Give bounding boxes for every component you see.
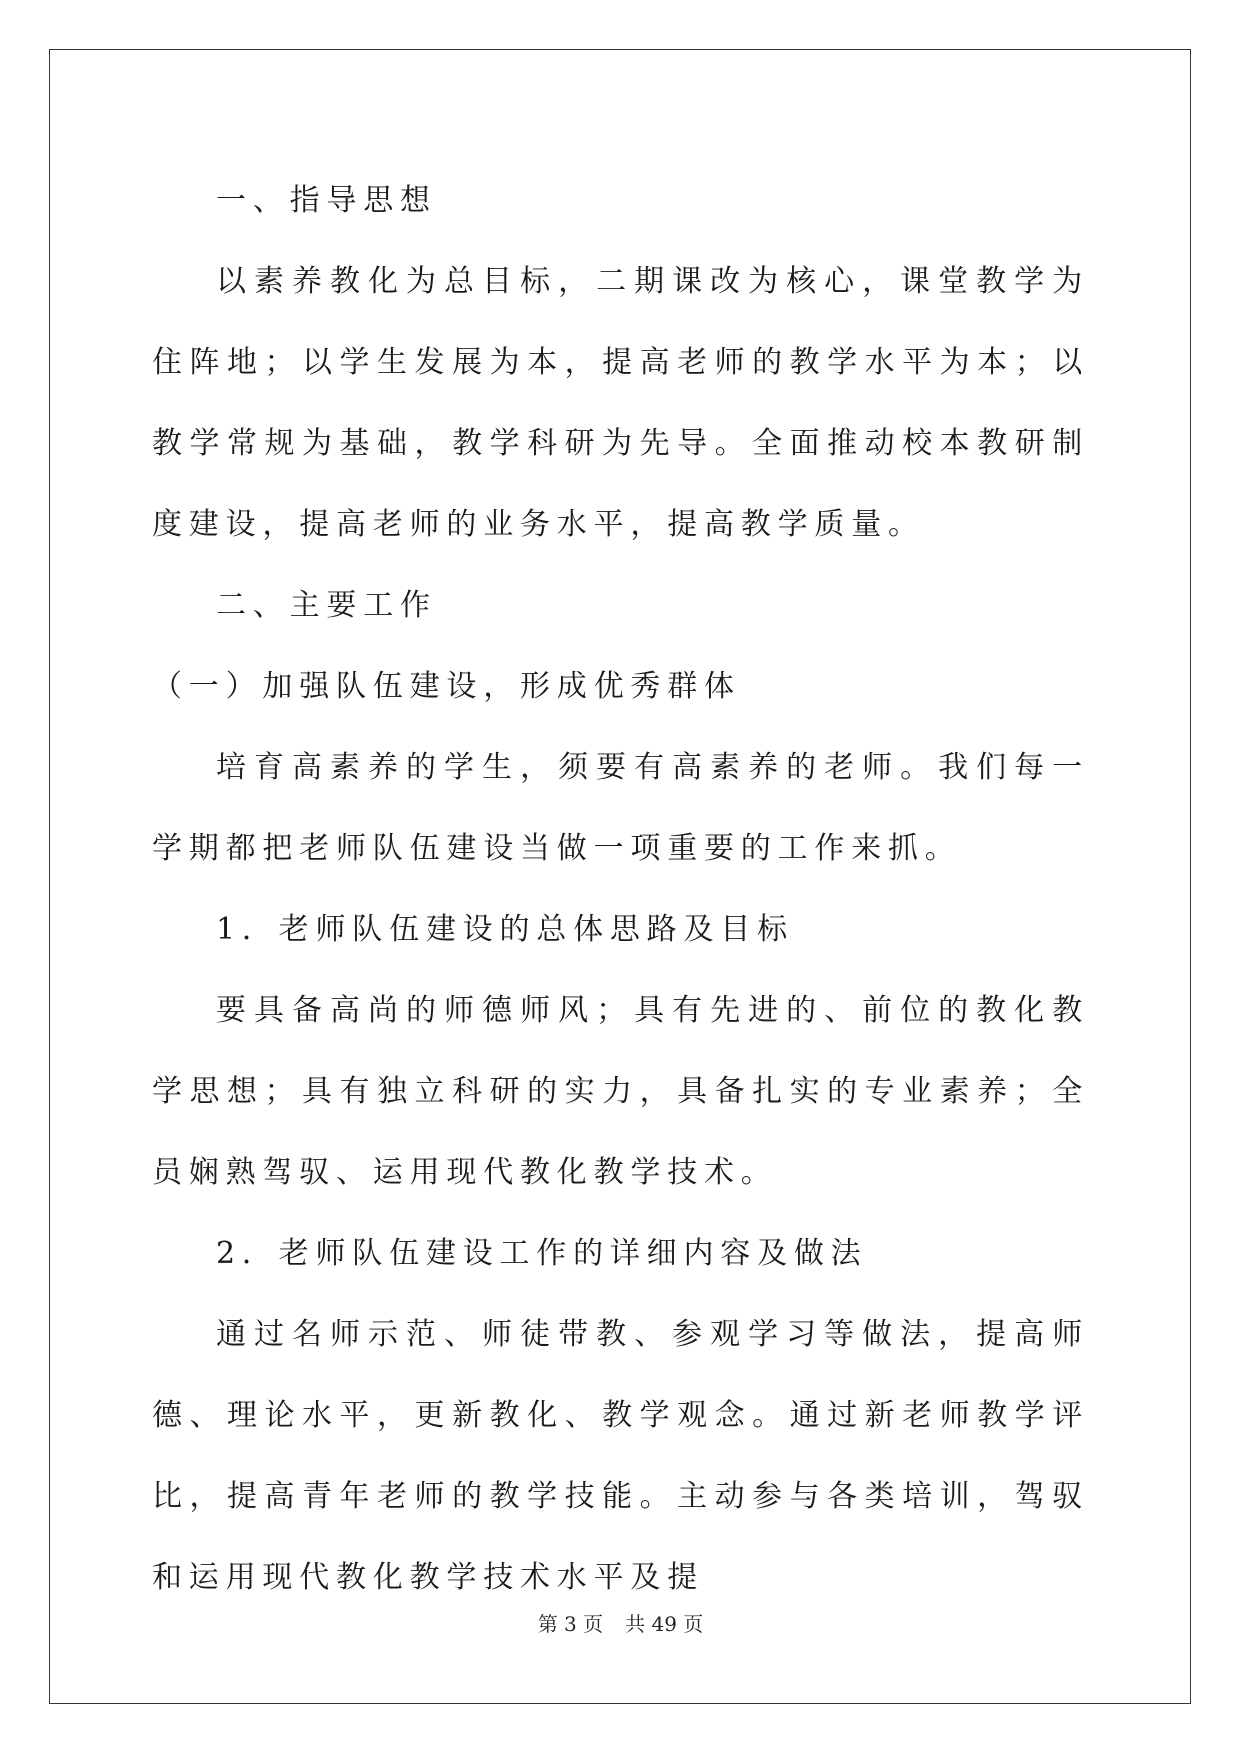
paragraph-team-building: 培育高素养的学生，须要有高素养的老师。我们每一学期都把老师队伍建设当做一项重要的工作来抓。 xyxy=(152,750,1089,866)
paragraph-guiding-ideology: 以素养教化为总目标，二期课改为核心，课堂教学为住阵地；以学生发展为本，提高老师的教学水平为本；以教学常规为基础，教学科研为先导。全面推动校本教研制度建设，提高老师的业务水平，提高教学质量。 xyxy=(152,264,1089,542)
section-heading-main-work: 二、主要工作 xyxy=(216,588,437,623)
paragraph-item-1: 要具备高尚的师德师风；具有先进的、前位的教化教学思想；具有独立科研的实力，具备扎实的专业素养；全员娴熟驾驭、运用现代教化教学技术。 xyxy=(152,993,1089,1190)
paragraph-item-2: 通过名师示范、师徒带教、参观学习等做法，提高师德、理论水平，更新教化、教学观念。通过新老师教学评比，提高青年老师的教学技能。主动参与各类培训，驾驭和运用现代教化教学技术水平及提 xyxy=(152,1317,1089,1595)
document-body xyxy=(152,160,1089,1618)
section-heading-guiding-ideology: 一、指导思想 xyxy=(216,183,437,218)
page-footer xyxy=(0,1612,1241,1636)
page-total: 共 49 页 xyxy=(625,1612,704,1636)
item-heading-1: 1．老师队伍建设的总体思路及目标 xyxy=(216,912,794,947)
item-heading-2: 2．老师队伍建设工作的详细内容及做法 xyxy=(216,1236,868,1271)
subsection-heading-team-building: （一）加强队伍建设，形成优秀群体 xyxy=(152,669,741,704)
page-number: 第 3 页 xyxy=(537,1612,604,1636)
